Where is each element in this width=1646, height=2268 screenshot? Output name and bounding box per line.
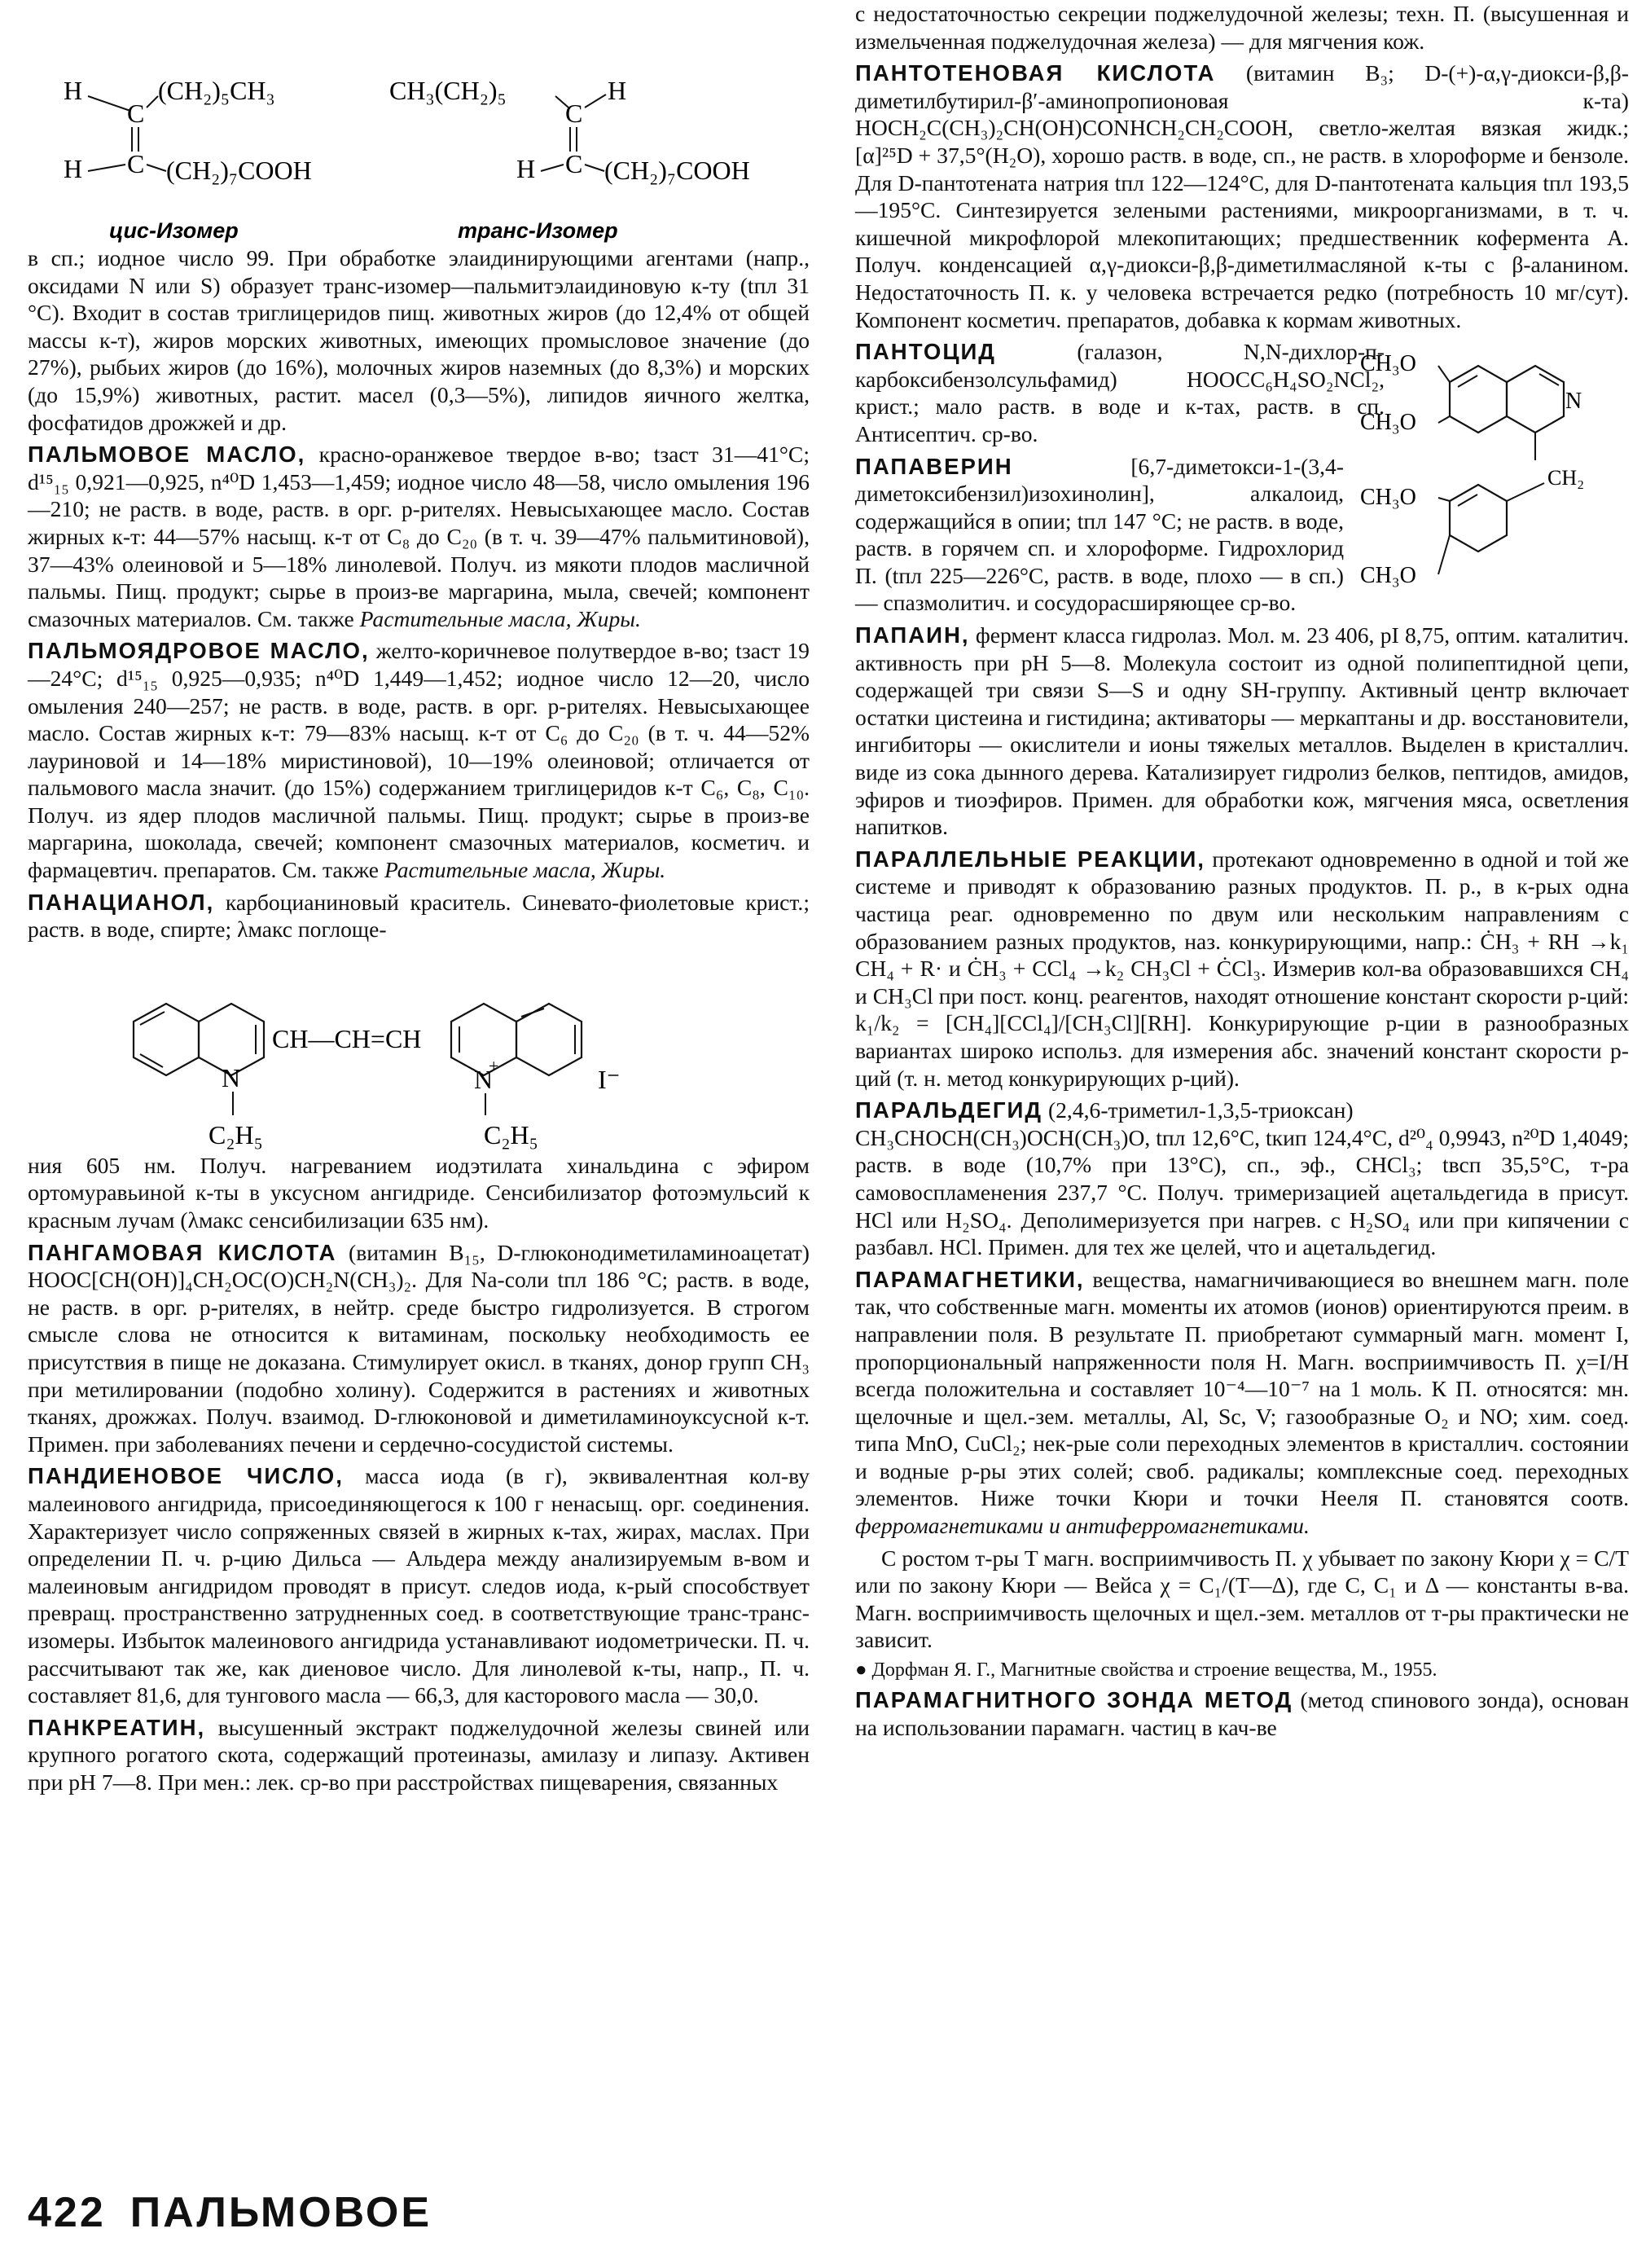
entry-paramagnetic-probe [855, 1686, 1629, 1741]
och3-3: CH₃O [1360, 485, 1416, 511]
trans-bottom-group: (CH₂)₇COOH [604, 156, 750, 185]
och3-1: CH₃O [1360, 351, 1416, 377]
och3-2: CH₃O [1360, 410, 1416, 436]
entry-paramagnetics [855, 1266, 1629, 1540]
entry-panacyanol [28, 889, 810, 943]
left-n: N [222, 1062, 241, 1092]
iodide-ion: I⁻ [598, 1064, 621, 1094]
page-number: 422 [28, 2189, 106, 2236]
entry-body: [6,7-диметокси-1-(3,4-диметоксибензил)изохинолин], алкалоид, содержащийся в опии; tпл 147 °С; не раств. в воде, раств. в горячем сп. и хлороформе. Гидрохлорид П. (tпл 225—226°С, раств. в воде, плохо — в сп.) — спазмолитич. и сосудорасширяющее ср-во. [855, 453, 1344, 616]
entry-see-also: ферромагнетиками и антиферромагнетиками. [855, 1513, 1310, 1539]
entry-head: ПАЛЬМОВОЕ МАСЛО, [28, 442, 306, 468]
panacyanol-continued: ния 605 нм. Получ. нагреванием иодэтилата хинальдина с эфиром ортомуравьиной к-ты в уксусном ангидриде. Сенсибилизатор фотоэмульсий к красным лучам (λмакс сенсибилизации 635 нм). [28, 1152, 810, 1233]
entry-body: (витамин B₁₅, D-глюконодиметиламиноацетат) HOOC[CH(OH)]₄CH₂OC(O)CH₂N(CH₃)₂. Для Na-соли tпл 186 °С; раств. в воде, не раств. в орг. р-рителях, в нейтр. среде быстро гидролизуется. В строгом смысле слова не относится к витаминам, поскольку необходимость ее присутствия в пище не доказана. Стимулирует окисл. в тканях, донор групп CH₃ при метилировании (подобно холину). Содержится в растениях и животных тканях, дрожжах. Получ. взаимод. D-глюконовой и диметиламиноуксусной к-т. Примен. при заболеваниях печени и сердечно-сосудистой системы. [28, 1239, 810, 1457]
entry-head: ПАНДИЕНОВОЕ ЧИСЛО, [28, 1463, 344, 1489]
och3-4: CH₃O [1360, 563, 1416, 589]
entry-subtitle: (2,4,6-триметил-1,3,5-триоксан) [1047, 1097, 1354, 1123]
entry-body: вещества, намагничивающиеся во внешнем магн. поле так, что собственные магн. моменты их атомов (ионов) ориентируются преим. в направлении поля. В результате П. приобретают суммарный магн. момент I, пропорциональный напряженности поля H. Магн. восприимчивость П. χ=I/H всегда положительна и составляет 10⁻⁴—10⁻⁷ на 1 моль. К П. относятся: мн. щелочные и щел.-зем. металлы, Al, Sc, V; газообразные O₂ и NO; хим. соед. типа MnO, CuCl₂; нек-рые соли переходных элементов в кристаллич. состоянии и водные р-ры этих солей; своб. радикалы; комплексные соед. переходных элементов. Ниже точки Кюри и точки Нееля П. становятся соотв. [855, 1266, 1629, 1511]
entry-body: красно-оранжевое твердое в-во; tзаст 31—41°С; d¹⁵₁₅ 0,921—0,925, n⁴⁰D 1,453—1,459; иодное число 48—58, число омыления 196—210; не раств. в воде, раств. в орг. р-рителях. Невысыхающее масло. Состав жирных к-т: 44—57% насыщ. к-т от C₈ до C₂₀ (в т. ч. 39—47% пальмитиновой), 37—43% олеиновой и 5—18% линолевой. Получ. из мякоти плодов масличной пальмы. Пищ. продукт; сырье в произ-ве маргарина, мыла, свечей; компонент смазочных материалов. См. также [28, 442, 810, 631]
entry-head: ПАПАВЕРИН [855, 453, 1013, 479]
trans-h-top: H [608, 76, 627, 105]
trans-label: транс-Изомер [458, 218, 618, 243]
papaverine-n: N [1565, 389, 1582, 415]
right-n: N [474, 1064, 494, 1094]
entry-body: карбоцианиновый краситель. Синевато-фиолетовые крист.; раств. в воде, спирте; λмакс поглоще- [28, 889, 810, 943]
papaverine-structure [1360, 338, 1629, 631]
entry-papain [855, 622, 1629, 841]
entry-head: ПАНГАМОВАЯ КИСЛОТА [28, 1239, 337, 1265]
trans-h-bottom: H [516, 154, 536, 183]
entry-head: ПАНАЦИАНОЛ, [28, 889, 215, 915]
entry-body: CH₃CHOCH(CH₃)OCH(CH₃)O, tпл 12,6°С, tкип 124,4°С, d²⁰₄ 0,9943, n²⁰D 1,4049; раств. в воде (10,7% при 13°С), сп., эф., CHCl₃; tвсп 35,5°С, т-ра самовоспламенения 237,7 °С. Получ. тримеризацией ацетальдегида в присут. HCl или H₂SO₄. Деполимеризуется при нагрев. с H₂SO₄ или при кипячении с разбавл. HCl. Примен. для тех же целей, что и ацетальдегид. [855, 1124, 1629, 1260]
right-ethyl: C₂H₅ [484, 1119, 538, 1149]
entry-head: ПАРАМАГНИТНОГО ЗОНДА МЕТОД [855, 1687, 1293, 1713]
pancreatin-continued: с недостаточностью секреции поджелудочной железы; техн. П. (высушенная и измельченная поджелудочная железа) — для мягчения кож. [855, 1, 1629, 54]
entry-pangamic-acid [28, 1239, 810, 1458]
entry-head: ПАПАИН, [855, 622, 970, 648]
entry-head: ПАРАЛЛЕЛЬНЫЕ РЕАКЦИИ, [855, 846, 1205, 872]
page-footer [28, 2188, 432, 2237]
trans-c-top: C [565, 99, 583, 128]
right-column [855, 0, 1629, 1746]
entry-paraldehyde [855, 1097, 1629, 1261]
cis-c-top: C [127, 99, 145, 128]
entry-head: ПАЛЬМОЯДРОВОЕ МАСЛО, [28, 638, 370, 664]
entry-body: фермент класса гидролаз. Мол. м. 23 406, pI 8,75, оптим. каталитич. активность при pH 5—8. Молекула состоит из одной полипептидной цепи, содержащей три связи S—S и одну SH-группу. Активный центр включает остатки цистеина и гистидина; активаторы — меркаптаны и др. восстановители, ингибиторы — окислители и ионы тяжелых металлов. Выделен в кристаллич. виде из сока дынного дерева. Катализирует гидролиз белков, пептидов, амидов, эфиров и тиоэфиров. Примен. для обработки кож, мягчения мяса, осветления напитков. [855, 622, 1629, 840]
trans-top-group: CH₃(CH₂)₅ [389, 76, 507, 105]
entry-head: ПАНКРЕАТИН, [28, 1714, 206, 1740]
entry-body: высушенный экстракт поджелудочной железы свиней или крупного рогатого скота, содержащий протеиназы, амилазу и липазу. Активен при pH 7—8. При мен.: лек. ср-во при расстройствах пищеварения, связанных [28, 1714, 810, 1795]
literature-reference: ● Дорфман Я. Г., Магнитные свойства и строение вещества, М., 1955. [855, 1659, 1438, 1681]
entry-head: ПАРАЛЬДЕГИД [855, 1097, 1043, 1123]
panacyanol-structure [28, 948, 810, 1152]
methylene: CH₂ [1547, 466, 1585, 490]
intro-text: в сп.; иодное число 99. При обработке элаидинирующими агентами (напр., оксидами N или S) образует транс-изомер—пальмитэлаидиновую к-ту (tпл 31 °С). Входит в состав триглицеридов пищ. животных жиров (до 12,4% от общей массы к-т), жиров морских животных, имеющих промысловое значение (до 27%), рыбьих жиров (до 16%), молочных жиров наземных (до 8,3%) и морских (до 15,9%) животных, растит. масел (0,3—5%), липидов яичного желтка, фосфатидов дрожжей и др. [28, 245, 810, 435]
cis-bottom-group: (CH₂)₇COOH [166, 156, 312, 185]
entry-head: ПАНТОЦИД [855, 339, 996, 365]
entry-pancreatin [28, 1714, 810, 1796]
paramagnetics-paragraph-2: С ростом т-ры T магн. восприимчивость П. χ убывает по закону Кюри χ = C/T или по закону Кюри — Вейса χ = C₁/(T—Δ), где C, C₁ и Δ — константы в-ва. Магн. восприимчивость щелочных и щел.-зем. металлов от т-ры практически не зависит. [855, 1545, 1629, 1653]
charge-plus: + [489, 1055, 499, 1076]
trans-c-bottom: C [565, 149, 583, 178]
cis-h-top: H [64, 76, 83, 105]
left-ethyl: C₂H₅ [208, 1119, 263, 1149]
entry-pandiene-number [28, 1462, 810, 1708]
entry-palm-kernel-oil [28, 637, 810, 883]
entry-head: ПАРАМАГНЕТИКИ, [855, 1266, 1085, 1292]
panacyanol-formula [28, 948, 810, 1152]
entry-pantothenic-acid [855, 59, 1629, 333]
entry-body: (галазон, N,N-дихлор-п-карбоксибензолсульфамид) HOOCC₆H₄SO₂NCl₂, крист.; мало раств. в воде и к-тах, раств. в сп. Антисептич. ср-во. [855, 339, 1385, 446]
entry-body: (метод спинового зонда), основан на использовании парамагн. частиц в кач-ве [855, 1687, 1629, 1740]
entry-body: желто-коричневое полутвердое в-во; tзаст 19—24°С; d¹⁵₁₅ 0,925—0,935; n⁴⁰D 1,449—1,452; иодное число 12—20, число омыления 240—257; не раств. в воде, раств. в орг. р-рителях. Невысыхающее масло. Состав жирных к-т: 79—83% насыщ. к-т от C₆ до C₂₀ (в т. ч. 44—52% лауриновой и 14—18% миристиновой), 10—19% олеиновой; отличается от пальмового масла значит. (до 15%) содержанием триглицеридов к-т C₆, C₈, C₁₀. Получ. из ядер плодов масличной пальмы. Пищ. продукт; сырье в произ-ве маргарина, шоколада, свечей; компонент смазочных материалов, косметич. и фармацевтич. препаратов. См. также [28, 638, 810, 883]
papaverine-block [855, 338, 1629, 617]
entry-papaverine [855, 453, 1344, 618]
entry-see-also: Растительные масла, Жиры. [359, 605, 641, 631]
cis-h-bottom: H [64, 154, 83, 183]
isomer-structures [28, 0, 810, 244]
left-column [28, 0, 810, 1801]
cis-label: цис-Изомер [109, 218, 239, 243]
cis-top-group: (CH₂)₅CH₃ [158, 76, 275, 105]
entry-body: масса иода (в г), эквивалентная кол-ву малеинового ангидрида, присоединяющегося к 100 г ненасыщ. орг. соединения. Характеризует число сопряженных связей в жирных к-тах, жирах, маслах. При определении П. ч. р-цию Дильса — Альдера между анализируемым в-вом и малеиновым ангидридом проводят в присут. следов иода, к-рый способствует превращ. пространственно затрудненных соед. в соответствующие транс-транс-изомеры. Избыток малеинового ангидрида устанавливают иодометрически. П. ч. рассчитывают так же, как диеновое число. Для линолевой к-ты, напр., П. ч. составляет 81,6, для тунгового масла — 66,3, для касторового масла — 30,0. [28, 1463, 810, 1708]
running-head: ПАЛЬМОВОЕ [129, 2189, 432, 2236]
entry-head: ПАНТОТЕНОВАЯ КИСЛОТА [855, 60, 1216, 86]
entry-body: протекают одновременно в одной и той же системе и приводят к образованию разных продуктов. П. р., в к-рых одна частица реаг. одновременно по двум или нескольким направлениям с образованием разных продуктов, наз. конкурирующими, напр.: ĊH₃ + RH →k₁ CH₄ + R· и ĊH₃ + CCl₄ →k₂ CH₃Cl + ĊCl₃. Измерив кол-ва образовавшихся CH₄ и CH₃Cl при пост. конц. реагентов, находят отношение констант скорости р-ций: k₁/k₂ = [CH₄][CCl₄]/[CH₃Cl][RH]. Конкурирующие р-ции в разнообразных вариантах широко использ. для измерения абс. значений констант скорости р-ций (т. н. метод конкурирующих р-ций). [855, 846, 1629, 1091]
entry-body: (витамин B₃; D-(+)-α,γ-диокси-β,β-диметилбутирил-β′-аминопропионовая к-та) HOCH₂C(CH₃)₂CH(OH)CONHCH₂CH₂COOH, светло-желтая вязкая жидк.; [α]²⁵D + 37,5°(H₂O), хорошо раств. в воде, сп., не раств. в хлороформе и бензоле. Для D-пантотената натрия tпл 122—124°С, для D-пантотената кальция tпл 193,5—195°С. Синтезируется зелеными растениями, микроорганизмами, в т. ч. кишечной микрофлорой млекопитающих; предшественник кофермента А. Получ. конденсацией α,γ-диокси-β,β-диметилмасляной к-ты с β-аланином. Недостаточность П. к. у человека встречается редко (потребность 10 мг/сут). Компонент косметич. препаратов, добавка к кормам животных. [855, 60, 1629, 332]
isomer-formulas [28, 0, 810, 244]
entry-palm-oil [28, 441, 810, 632]
entry-parallel-reactions [855, 846, 1629, 1092]
entry-see-also: Растительные масла, Жиры. [384, 857, 666, 883]
cis-c-bottom: C [127, 149, 145, 178]
methine-chain: CH—CH=CH [272, 1023, 422, 1053]
entry-pantocid [855, 338, 1385, 447]
